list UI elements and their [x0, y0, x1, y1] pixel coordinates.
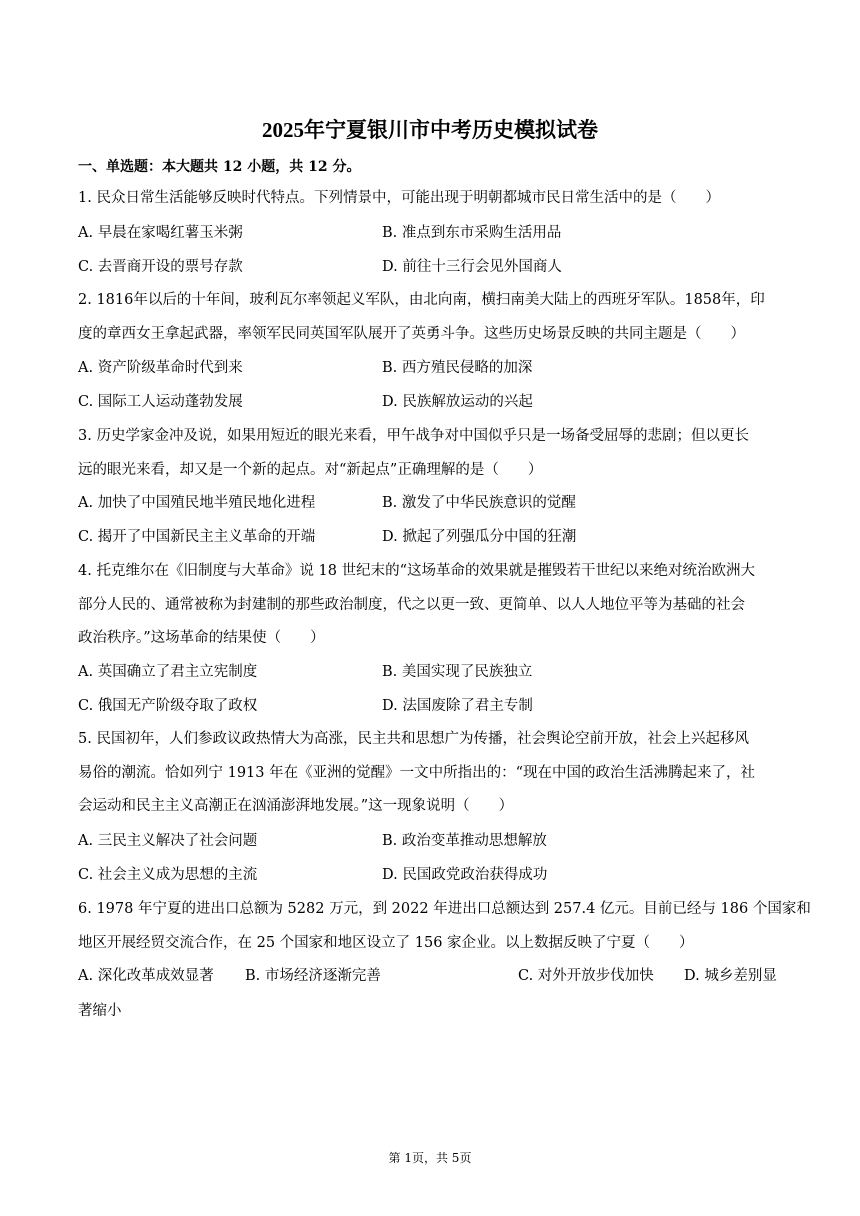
question-text: 6. 1978 年宁夏的进出口总额为 5282 万元，到 2022 年进出口总额达到 257.4 亿元。目前已经与 186 个国家和	[78, 901, 811, 917]
options-row	[78, 487, 782, 520]
question-text: 政治秩序。”这场革命的结果使（ ）	[78, 630, 325, 647]
question-3	[78, 420, 782, 487]
question-text: 地区开展经贸交流合作，在 25 个国家和地区设立了 156 家企业。以上数据反映了宁夏（ ）	[78, 934, 694, 951]
question-text: 4. 托克维尔在《旧制度与大革命》说 18 世纪末的“这场革命的效果就是摧毁若干世纪以来绝对统治欧洲大	[78, 563, 756, 579]
question-4	[78, 555, 782, 656]
options-row	[78, 251, 782, 284]
option-a[interactable]: A. 早晨在家喝红薯玉米粥	[78, 225, 243, 241]
option-b[interactable]: B. 美国实现了民族独立	[382, 664, 533, 680]
option-b[interactable]: B. 市场经济逐渐完善	[245, 968, 381, 984]
page-footer: 第 1页，共 5页	[388, 1151, 472, 1165]
option-b[interactable]: B. 政治变革推动思想解放	[382, 833, 547, 849]
option-d[interactable]: D. 掀起了列强瓜分中国的狂潮	[382, 529, 577, 545]
options-row	[78, 521, 782, 554]
question-text: 度的章西女王拿起武器，率领军民同英国军队展开了英勇斗争。这些历史场景反映的共同主题是（ ）	[78, 325, 745, 342]
options-row	[78, 825, 782, 858]
question-1	[78, 182, 782, 216]
option-c[interactable]: C. 对外开放步伐加快	[518, 968, 654, 984]
question-text: 远的眼光来看，却又是一个新的起点。对“新起点”正确理解的是（ ）	[78, 461, 543, 478]
question-text: 2. 1816年以后的十年间，玻利瓦尔率领起义军队，由北向南，横扫南美大陆上的西班牙军队。1858年，印	[78, 292, 765, 308]
question-text: 1. 民众日常生活能够反映时代特点。下列情景中，可能出现于明朝都城市民日常生活中的是（ ）	[78, 190, 720, 206]
option-b[interactable]: B. 准点到东市采购生活用品	[382, 225, 562, 241]
question-2	[78, 284, 782, 351]
option-d[interactable]: D. 民族解放运动的兴起	[382, 394, 533, 410]
options-row	[78, 386, 782, 419]
option-d[interactable]: D. 前往十三行会见外国商人	[382, 259, 562, 275]
option-a[interactable]: A. 加快了中国殖民地半殖民地化进程	[78, 495, 316, 511]
option-a[interactable]: A. 英国确立了君主立宪制度	[78, 664, 258, 680]
option-a[interactable]: A. 深化改革成效显著	[78, 968, 214, 984]
exam-title: 2025年宁夏银川市中考历史模拟试卷	[262, 118, 598, 142]
question-text: 部分人民的、通常被称为封建制的那些政治制度，代之以更一致、更简单、以人人地位平等为基础的社会	[78, 596, 745, 613]
option-b[interactable]: B. 西方殖民侵略的加深	[382, 360, 533, 376]
question-text: 5. 民国初年，人们参政议政热情大为高涨，民主共和思想广为传播，社会舆论空前开放，社会上兴起移风	[78, 731, 749, 747]
option-b[interactable]: B. 激发了中华民族意识的觉醒	[382, 495, 576, 511]
options-row	[78, 217, 782, 250]
options-row	[78, 859, 782, 892]
options-row	[78, 352, 782, 385]
option-d[interactable]: D. 民国政党政治获得成功	[382, 867, 548, 883]
question-text: 易俗的潮流。恰如列宁 1913 年在《亚洲的觉醒》一文中所指出的：“现在中国的政治生活沸腾起来了，社	[78, 764, 756, 781]
option-a[interactable]: A. 三民主义解决了社会问题	[78, 833, 258, 849]
section-heading: 一、单选题：本大题共 12 小题，共 12 分。	[78, 159, 361, 175]
question-5	[78, 723, 782, 824]
options-row	[78, 995, 782, 1028]
option-d[interactable]: D. 法国废除了君主专制	[382, 698, 533, 714]
option-c[interactable]: C. 揭开了中国新民主主义革命的开端	[78, 529, 316, 545]
option-a[interactable]: A. 资产阶级革命时代到来	[78, 360, 243, 376]
option-c[interactable]: C. 去晋商开设的票号存款	[78, 259, 243, 275]
question-text: 3. 历史学家金冲及说，如果用短近的眼光来看，甲午战争对中国似乎只是一场备受屈辱的悲剧；但以更长	[78, 428, 749, 444]
option-d[interactable]: D. 城乡差别显	[684, 968, 777, 984]
options-row	[78, 656, 782, 689]
option-c[interactable]: C. 社会主义成为思想的主流	[78, 867, 258, 883]
options-row	[78, 960, 782, 993]
question-6	[78, 893, 811, 960]
option-c[interactable]: C. 国际工人运动蓬勃发展	[78, 394, 243, 410]
option-d-continued: 著缩小	[78, 1003, 122, 1019]
question-text: 会运动和民主主义高潮正在汹涌澎湃地发展。”这一现象说明（ ）	[78, 798, 514, 815]
options-row	[78, 690, 782, 723]
option-c[interactable]: C. 俄国无产阶级夺取了政权	[78, 698, 258, 714]
